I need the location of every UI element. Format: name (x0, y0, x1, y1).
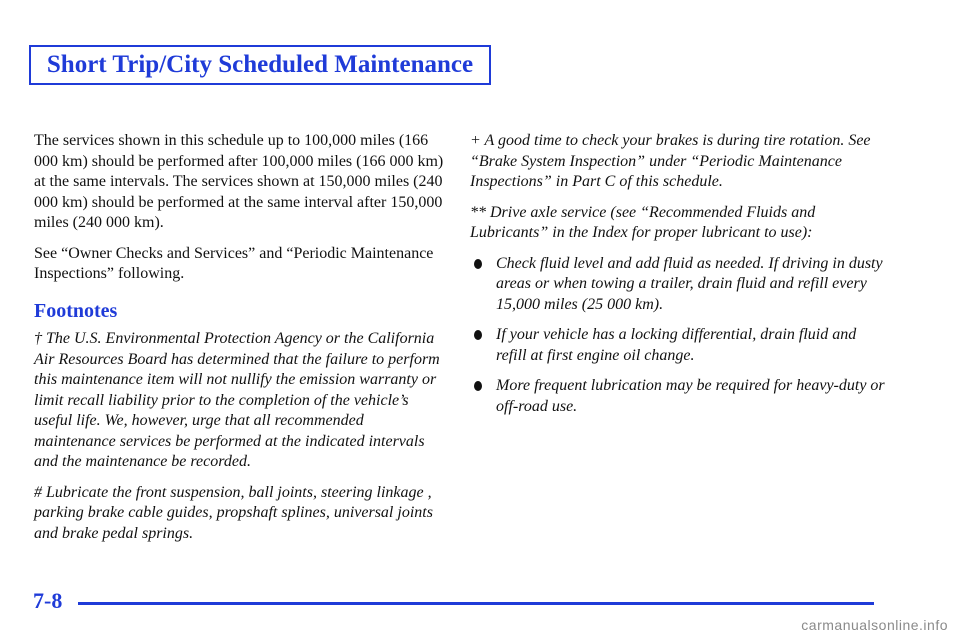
bullet-icon (474, 381, 482, 391)
bullet-icon (474, 259, 482, 269)
footnote-double-star: ** Drive axle service (see “Recommended Fluids and Lubricants” in the Index for proper lubricant to use): (470, 203, 816, 241)
footnotes-heading: Footnotes (34, 299, 118, 322)
left-column (34, 131, 444, 554)
section-header (29, 45, 491, 85)
list-item-text: Check fluid level and add fluid as needed. If driving in dusty areas or when towing a trailer, drain fluid and refill every 15,000 miles (25 000 km). (496, 254, 883, 313)
list-item (470, 376, 890, 417)
see-also-paragraph: See “Owner Checks and Services” and “Periodic Maintenance Inspections” following. (34, 244, 434, 282)
drive-axle-bullet-list (470, 254, 890, 418)
watermark: carmanualsonline.info (801, 617, 948, 633)
list-item-text: More frequent lubrication may be required for heavy-duty or off-road use. (496, 377, 885, 415)
footnote-plus: + A good time to check your brakes is during tire rotation. See “Brake System Inspection” under “Periodic Maintenance Inspections” in Part C of this schedule. (470, 132, 871, 190)
footnote-hash: # Lubricate the front suspension, ball joints, steering linkage , parking brake cable guides, propshaft splines, universal joints and brake pedal springs. (34, 483, 433, 542)
list-item (470, 325, 890, 366)
page-number: 7-8 (33, 588, 63, 613)
list-item (470, 254, 890, 316)
footer-divider (78, 602, 874, 605)
footnote-dagger: † The U.S. Environmental Protection Agency or the California Air Resources Board has determined that the failure to perform this maintenance item will not nullify the emission warranty or limit recall liability prior to the completion of the vehicle’s useful life. We, however, urge that all recommended maintenance services be performed at the indicated intervals and the maintenance be recorded. (34, 330, 440, 470)
intro-paragraph: The services shown in this schedule up to 100,000 miles (166 000 km) should be performed after 100,000 miles (166 000 km) at the same intervals. The services shown at 150,000 miles (240 000 km) should be performed at the same interval after 150,000 miles (240 000 km). (34, 132, 444, 231)
bullet-icon (474, 330, 482, 340)
page-title: Short Trip/City Scheduled Maintenance (46, 51, 474, 78)
right-column (470, 131, 890, 427)
list-item-text: If your vehicle has a locking differential, drain fluid and refill at first engine oil change. (496, 326, 857, 364)
